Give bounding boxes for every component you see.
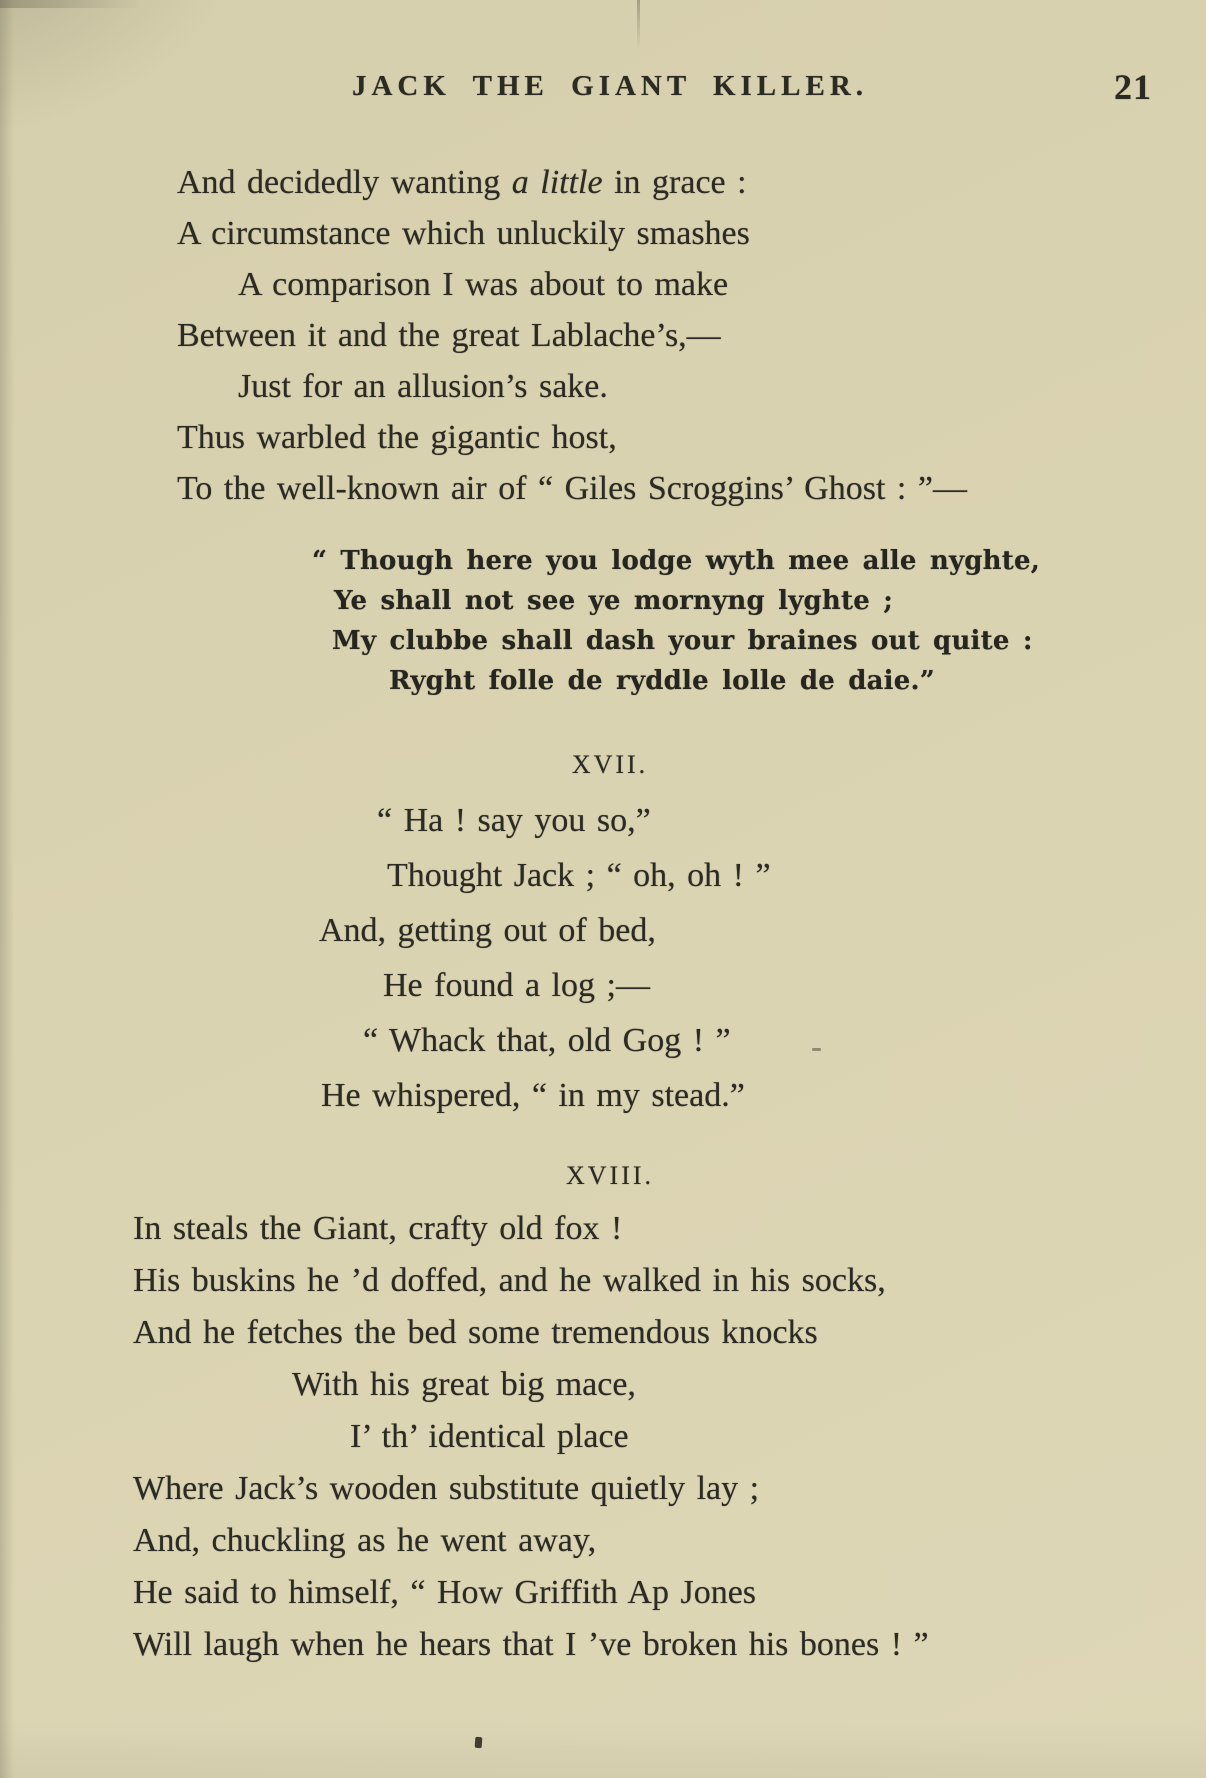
poem-line: Thought Jack ; “ oh, oh ! ”	[387, 857, 771, 894]
poem-line	[177, 157, 967, 208]
poem-line-text: And decidedly wanting	[177, 164, 512, 201]
blackletter-line: My clubbe shall dash your braines out quite :	[332, 626, 1033, 656]
giant-song-quote	[312, 541, 1040, 701]
poem-line: “ Whack that, old Gog ! ”	[363, 1022, 731, 1059]
page-number: 21	[1114, 67, 1152, 107]
scan-corner-smudge	[0, 0, 140, 8]
poem-line: And, getting out of bed,	[319, 912, 656, 949]
poem-line: A circumstance which unluckily smashes	[177, 215, 750, 252]
running-title: JACK THE GIANT KILLER.	[351, 70, 869, 102]
scan-speck-dot	[475, 1737, 483, 1748]
poem-line: He found a log ;—	[383, 967, 650, 1004]
poem-line: A comparison I was about to make	[238, 266, 729, 303]
poem-line: I’ th’ identical place	[350, 1418, 629, 1455]
scan-speck-dash	[812, 1048, 821, 1051]
poem-line: Just for an allusion’s sake.	[238, 368, 608, 405]
poem-line: Where Jack’s wooden substitute quietly lay ;	[133, 1470, 760, 1507]
stanza-xviii	[133, 1203, 929, 1671]
section-heading-xvii: XVII.	[571, 750, 649, 779]
poem-line-text: in grace :	[602, 164, 747, 201]
poem-line: Thus warbled the gigantic host,	[177, 419, 617, 456]
scan-crease-mark	[637, 0, 640, 50]
poem-line: “ Ha ! say you so,”	[377, 802, 651, 839]
poem-line: And, chuckling as he went away,	[133, 1522, 597, 1559]
section-heading-xviii: XVIII.	[565, 1161, 655, 1190]
poem-line: He whispered, “ in my stead.”	[321, 1077, 745, 1114]
poem-line: Will laugh when he hears that I ’ve broken his bones ! ”	[133, 1626, 929, 1663]
blackletter-line: Ye shall not see ye mornyng lyghte ;	[334, 586, 894, 616]
stanza-xvii	[319, 793, 771, 1123]
poem-line: In steals the Giant, crafty old fox !	[133, 1210, 623, 1247]
poem-line: With his great big mace,	[292, 1366, 636, 1403]
poem-line: And he fetches the bed some tremendous knocks	[133, 1314, 818, 1351]
blackletter-line: “ Though here you lodge wyth mee alle nyghte,	[312, 546, 1040, 576]
stanza-continuation	[177, 157, 967, 514]
poem-line: He said to himself, “ How Griffith Ap Jones	[133, 1574, 757, 1611]
poem-line: His buskins he ’d doffed, and he walked in his socks,	[133, 1262, 886, 1299]
blackletter-line: Ryght folle de ryddle lolle de daie.”	[389, 666, 935, 696]
poem-line: To the well-known air of “ Giles Scroggins’ Ghost : ”—	[177, 470, 967, 507]
poem-line-italic: a little	[511, 164, 603, 201]
poem-line: Between it and the great Lablache’s,—	[177, 317, 721, 354]
